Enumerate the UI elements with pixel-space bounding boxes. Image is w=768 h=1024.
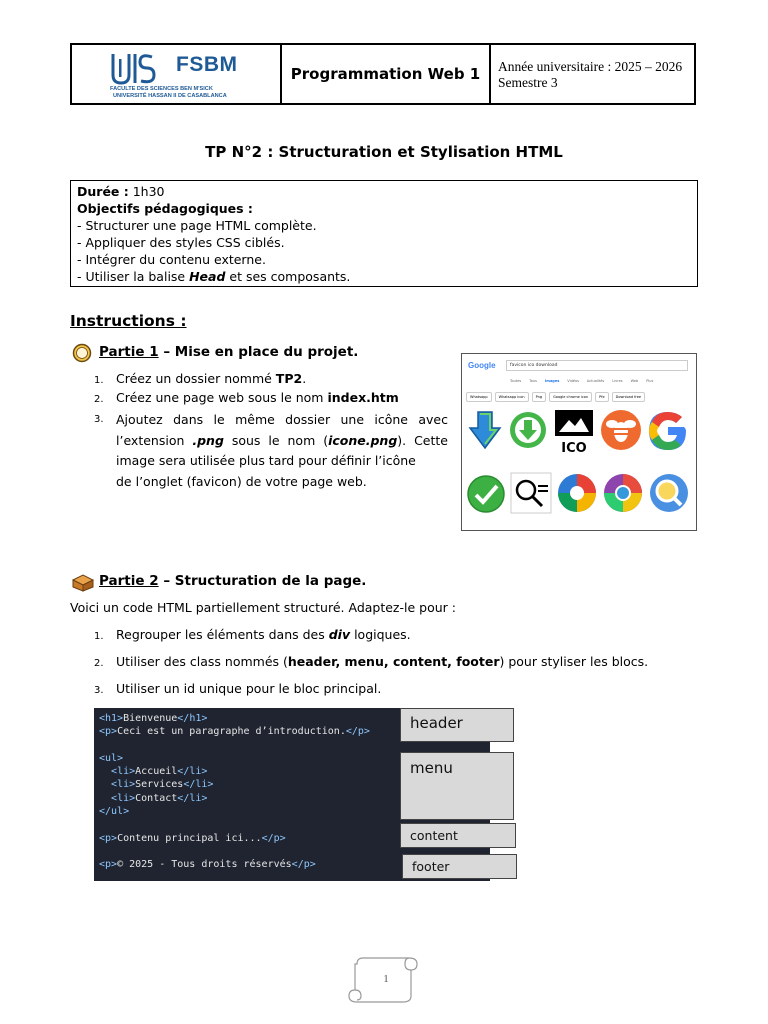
logo-faculty: FACULTE DES SCIENCES BEN M'SICK — [110, 86, 213, 92]
list-number: 3. — [94, 685, 104, 696]
header-block: header — [400, 708, 514, 742]
list-number: 3. — [94, 414, 104, 425]
part2-heading: Partie 2 – Structuration de la page. — [99, 573, 367, 589]
document-header — [70, 43, 696, 105]
list-number: 1. — [94, 631, 104, 642]
duration-value: 1h30 — [128, 184, 165, 199]
compass-icon — [72, 343, 92, 363]
google-logo: Google — [468, 361, 496, 370]
list-item: Utiliser un id unique pour le bloc principal. — [116, 681, 382, 696]
google-g-icon — [646, 409, 690, 453]
objective-item: - Utiliser la balise Head et ses composants. — [77, 269, 351, 284]
bee-icon — [600, 409, 642, 451]
objective-item: - Intégrer du contenu externe. — [77, 252, 266, 267]
list-item: Utiliser des class nommés (header, menu, content, footer) pour styliser les blocs. — [116, 654, 649, 669]
search-input[interactable]: favicon ico download — [506, 360, 688, 371]
logo-name: FSBM — [176, 53, 238, 76]
page-title: TP N°2 : Structuration et Stylisation HTML — [205, 143, 563, 161]
list-item: Créez un dossier nommé TP2. — [116, 371, 307, 386]
list-number: 2. — [94, 658, 104, 669]
objective-item: - Appliquer des styles CSS ciblés. — [77, 235, 285, 250]
search-lens-icon — [648, 472, 690, 514]
thumbnail-captions-row1 — [466, 454, 694, 466]
page-number: 1 — [383, 973, 389, 985]
fsbm-logo-icon — [110, 51, 156, 87]
list-item: Ajoutez dans le même dossier une icône avec l’extension .png sous le nom (icone.png). Cette image sera utilisée plus tard pour définir l’icône de l’onglet (favicon) de votre page web. — [116, 412, 448, 489]
course-title: Programmation Web 1 — [282, 45, 491, 103]
svg-text:ICO: ICO — [561, 441, 587, 454]
menu-block: menu — [400, 752, 514, 820]
logo-cell — [72, 45, 282, 103]
google-images-screenshot — [461, 353, 697, 531]
checkmark-icon — [466, 474, 506, 514]
colorful-swirl-icon — [556, 472, 598, 514]
list-item: Regrouper les éléments dans des div logiques. — [116, 627, 411, 642]
search-tabs: Toutes Tous Images Vidéos Actualités Livres Web Plus — [510, 379, 654, 383]
image-search-icon — [510, 472, 552, 514]
list-number: 2. — [94, 394, 104, 405]
download-arrow-icon — [466, 410, 504, 452]
semester: Semestre 3 — [498, 75, 558, 90]
content-block: content — [400, 823, 516, 848]
objective-item: - Structurer une page HTML complète. — [77, 218, 317, 233]
objectives-label: Objectifs pédagogiques : — [77, 201, 253, 216]
code-listing: <h1>Bienvenue</h1> <p>Ceci est un paragraphe d’introduction.</p> <ul> <li>Accueil</li> <li>Services</li> <li>Contact</li> </ul> <p>Contenu principal ici...</p> <p>© 2025 - Tous droits réservés</p> — [99, 713, 370, 871]
list-item: Créez une page web sous le nom index.htm — [116, 390, 399, 405]
list-number: 1. — [94, 375, 104, 386]
chrome-style-icon — [602, 472, 644, 514]
box-icon — [72, 574, 94, 592]
footer-block: footer — [402, 854, 517, 879]
academic-year: Année universitaire : 2025 – 2026 — [498, 59, 683, 74]
objectives-box — [70, 180, 698, 287]
chips-row: Whatsapp Whatsapp icon Png Google chrome icon Pfe Download free — [466, 392, 645, 402]
ico-file-icon — [553, 408, 595, 454]
academic-info — [491, 45, 694, 103]
part2-intro: Voici un code HTML partiellement structuré. Adaptez-le pour : — [70, 600, 456, 615]
logo-university: UNIVERSITÉ HASSAN II DE CASABLANCA — [113, 93, 227, 99]
duration-label: Durée : — [77, 184, 129, 199]
instructions-heading: Instructions : — [70, 312, 187, 330]
part1-heading: Partie 1 – Mise en place du projet. — [99, 344, 359, 360]
download-circle-icon — [508, 410, 548, 450]
